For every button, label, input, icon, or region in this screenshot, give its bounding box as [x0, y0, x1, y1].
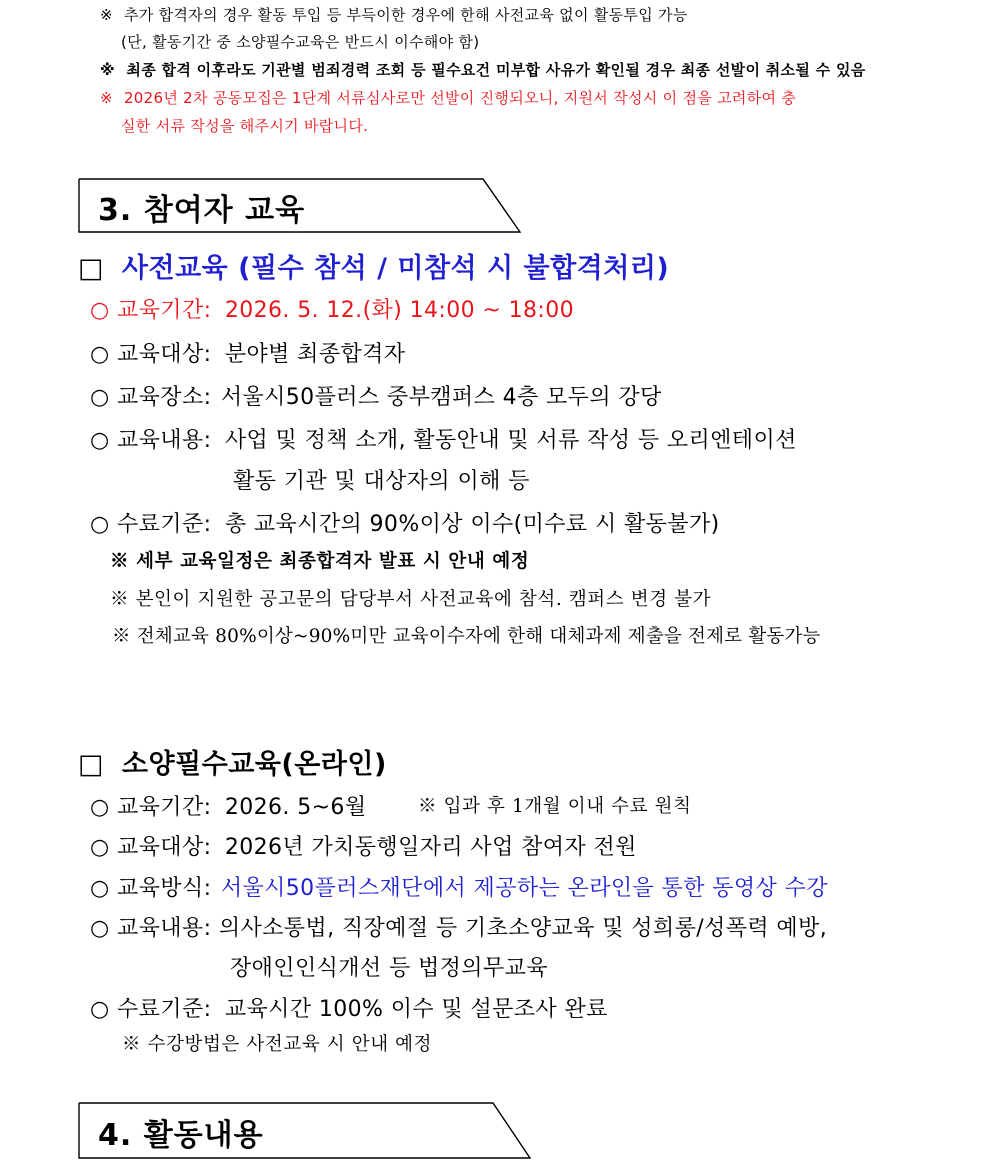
checkbox-square-icon: □: [78, 749, 105, 780]
pre-edu-period: [90, 293, 574, 324]
item-value: 사업 및 정책 소개, 활동안내 및 서류 작성 등 오리엔테이션: [224, 428, 797, 453]
item-label: ○ 교육대상:: [90, 835, 212, 860]
online-edu-method: [90, 871, 828, 902]
checkbox-square-icon: □: [78, 253, 105, 284]
item-label: ○ 교육방식:: [90, 876, 212, 901]
online-edu-heading: [78, 742, 387, 781]
pre-edu-location: [90, 380, 662, 411]
item-value: 의사소통법, 직장예절 등 기초소양교육 및 성희롱/성폭력 예방,: [218, 916, 828, 941]
item-label: ○ 교육내용:: [90, 916, 212, 941]
pre-edu-title: 사전교육 (필수 참석 / 미참석 시 불합격처리): [121, 253, 670, 284]
item-value: 장애인인식개선 등 법정의무교육: [230, 956, 548, 981]
note-mark: ※: [100, 61, 115, 79]
pre-edu-criteria: [90, 507, 720, 538]
item-value: 서울시50플러스 중부캠퍼스 4층 모두의 강당: [220, 385, 662, 410]
section-title: 3. 참여자 교육: [98, 193, 306, 228]
online-edu-content: [90, 911, 827, 942]
item-value: 교육시간 100% 이수 및 설문조사 완료: [224, 997, 608, 1022]
note-continuation: [121, 31, 479, 52]
section-4-heading: [78, 1102, 538, 1152]
section-3-heading: [78, 178, 528, 228]
pre-edu-content-cont: [233, 464, 530, 495]
online-edu-period: [90, 790, 366, 821]
section-title: 4. 활동내용: [98, 1118, 264, 1153]
item-value: 2026년 가치동행일자리 사업 참여자 전원: [224, 835, 637, 860]
online-edu-target: [90, 830, 637, 861]
pre-edu-heading: [78, 246, 669, 285]
item-label: ○ 교육기간:: [90, 298, 212, 323]
online-edu-content-cont: [230, 951, 548, 982]
note-text: 최종 합격 이후라도 기관별 범죄경력 조회 등 필수요건 미부합 사유가 확인될 경우 최종 선발이 취소될 수 있음: [126, 61, 866, 79]
item-value: 활동 기관 및 대상자의 이해 등: [233, 469, 530, 494]
online-edu-period-note: ※ 입과 후 1개월 이내 수료 원칙: [418, 796, 692, 817]
pre-edu-target: [90, 337, 405, 368]
item-label: ○ 수료기준:: [90, 997, 212, 1022]
pre-edu-note-schedule: ※ 세부 교육일정은 최종합격자 발표 시 안내 예정: [110, 551, 530, 572]
pre-edu-content: [90, 423, 797, 454]
note-text: (단, 활동기간 중 소양필수교육은 반드시 이수해야 함): [121, 33, 480, 51]
item-label: ○ 교육기간:: [90, 795, 212, 820]
note-mark: ※: [100, 6, 113, 24]
item-value: 2026. 5. 12.(화) 14:00 ~ 18:00: [224, 298, 575, 323]
item-value: 분야별 최종합격자: [224, 342, 406, 367]
item-value: 2026. 5~6월: [224, 795, 367, 820]
online-edu-criteria: [90, 992, 608, 1023]
pre-edu-note-alternative: ※ 전체교육 80%이상~90%미만 교육이수자에 한해 대체과제 제출을 전제로 활동가능: [112, 626, 821, 647]
item-label: ○ 교육장소:: [90, 385, 212, 410]
item-value: 총 교육시간의 90%이상 이수(미수료 시 활동불가): [224, 512, 720, 537]
note-criminal-check: [100, 59, 866, 80]
note-second-recruit: [100, 87, 796, 108]
item-value: 서울시50플러스재단에서 제공하는 온라인을 통한 동영상 수강: [220, 876, 828, 901]
note-mark: ※: [100, 89, 113, 107]
pre-edu-note-attend: ※ 본인이 지원한 공고문의 담당부서 사전교육에 참석. 캠퍼스 변경 불가: [110, 589, 712, 610]
note-text: 2026년 2차 공동모집은 1단계 서류심사로만 선발이 진행되오니, 지원서 작성시 이 점을 고려하여 충: [123, 89, 797, 107]
note-additional-passers: [100, 4, 688, 25]
online-edu-note: ※ 수강방법은 사전교육 시 안내 예정: [122, 1034, 433, 1055]
note-second-recruit-cont: [121, 115, 368, 136]
item-label: ○ 교육대상:: [90, 342, 212, 367]
online-edu-title: 소양필수교육(온라인): [121, 749, 387, 780]
item-label: ○ 교육내용:: [90, 428, 212, 453]
note-text: 추가 합격자의 경우 활동 투입 등 부득이한 경우에 한해 사전교육 없이 활동투입 가능: [123, 6, 688, 24]
item-label: ○ 수료기준:: [90, 512, 212, 537]
note-text: 실한 서류 작성을 해주시기 바랍니다.: [121, 117, 369, 135]
